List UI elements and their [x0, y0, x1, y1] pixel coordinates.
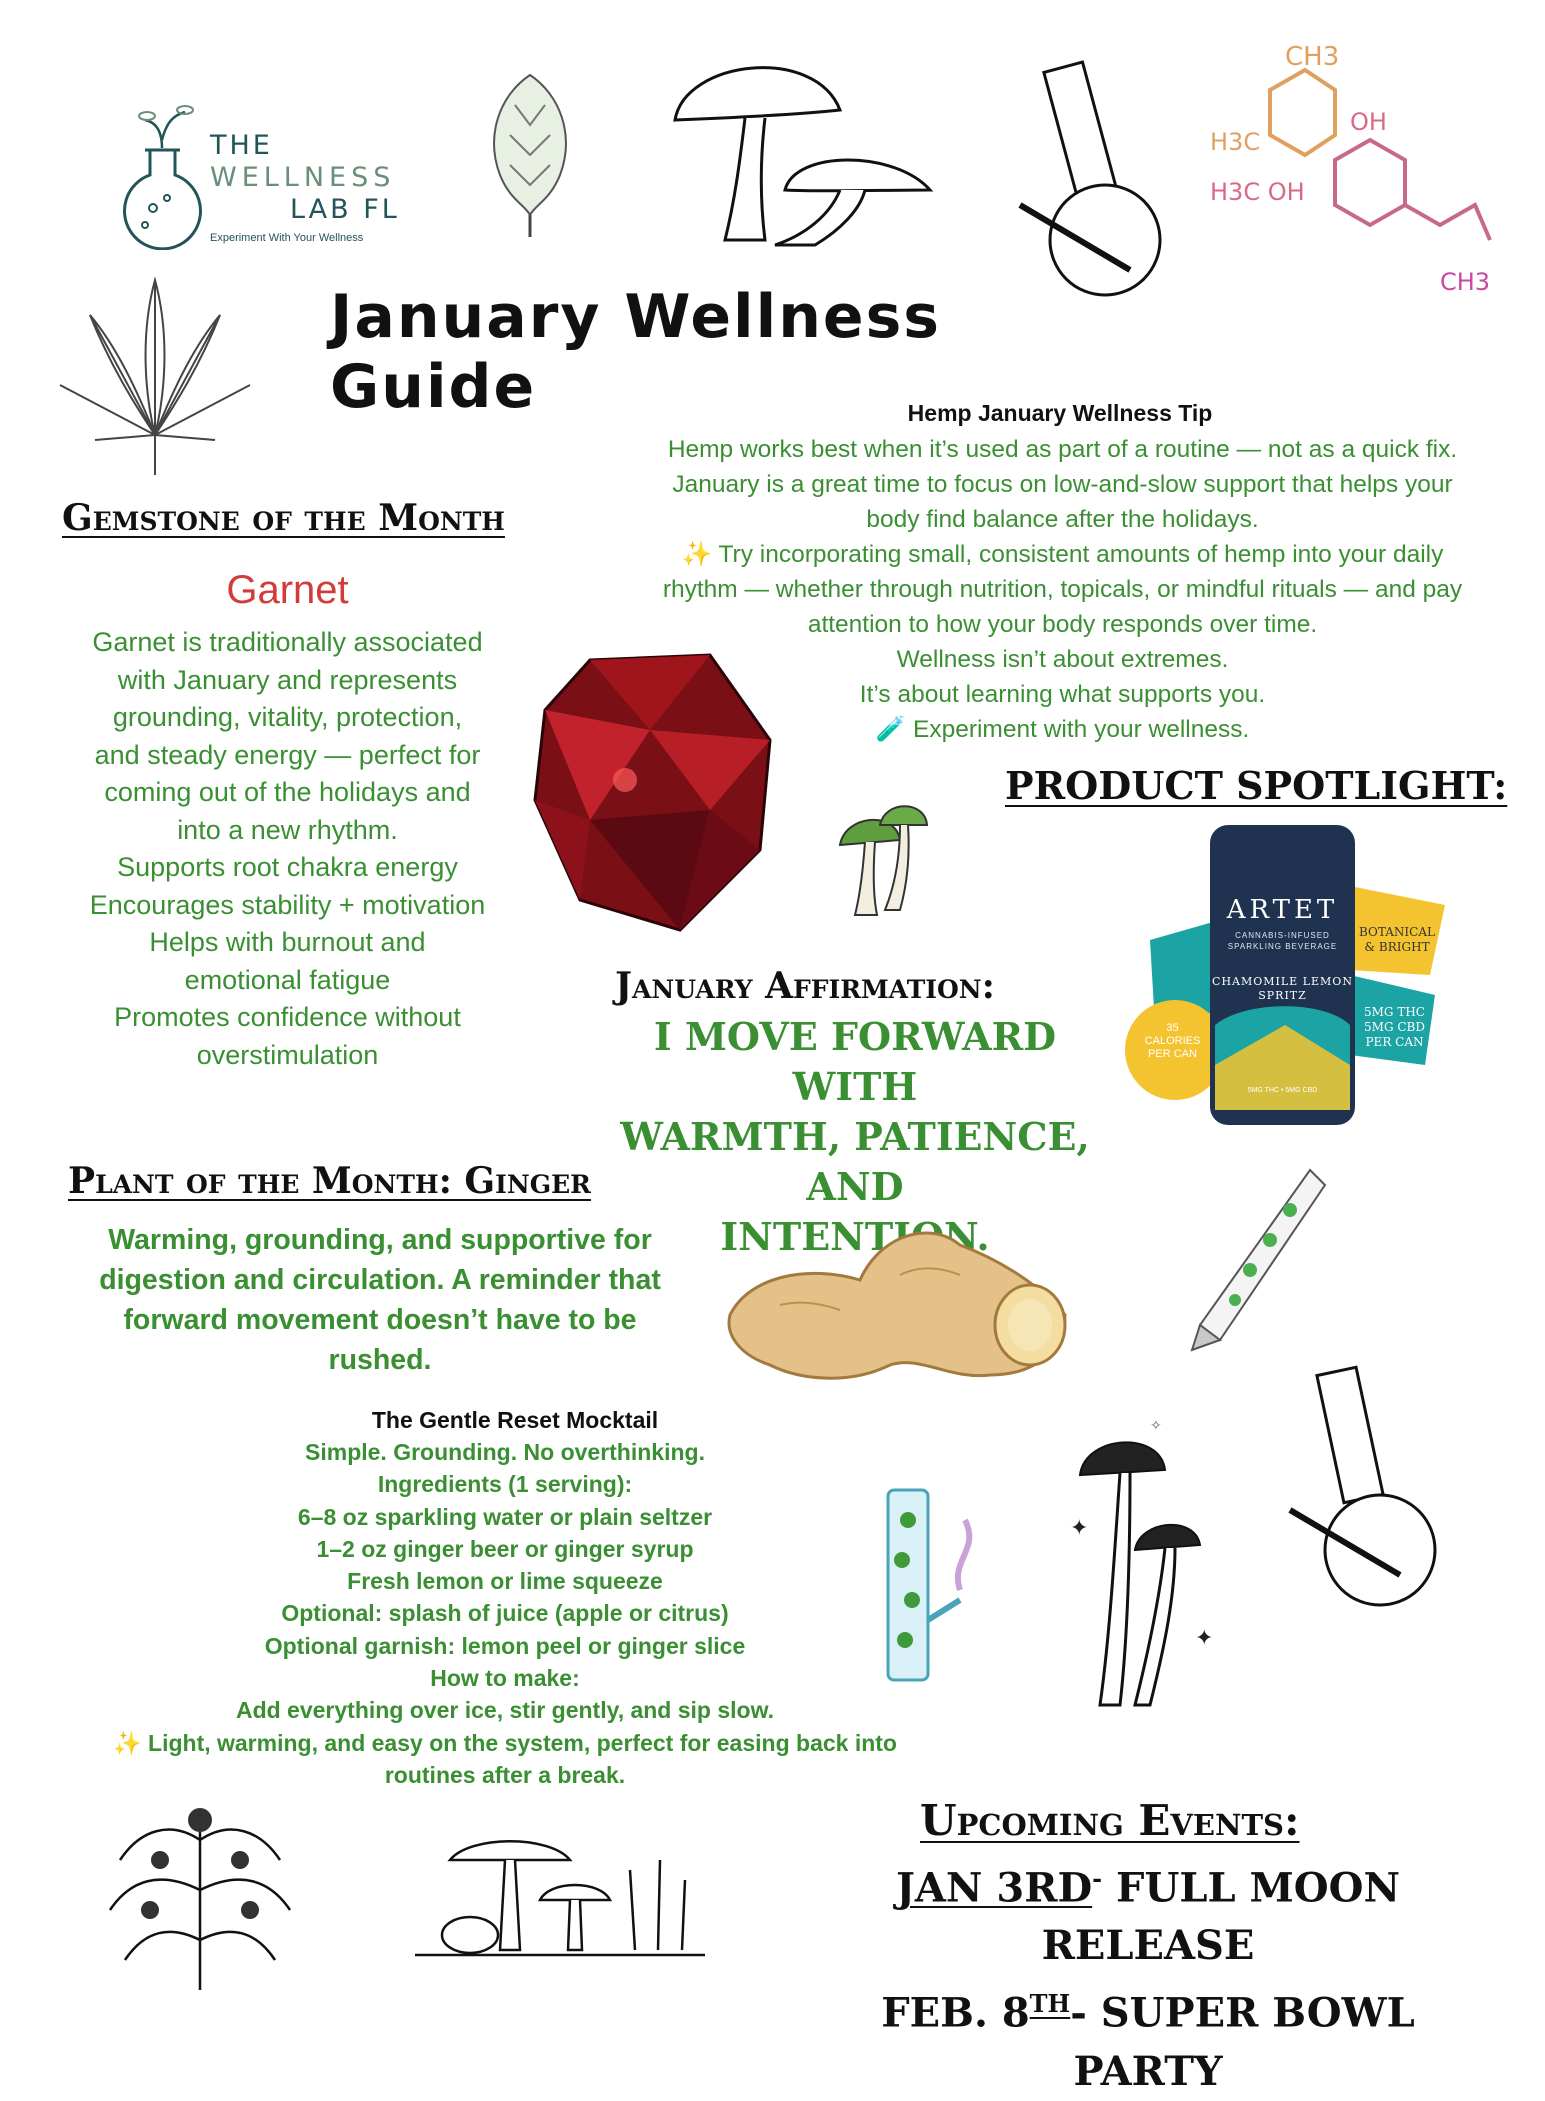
can-subtitle-2: SPARKLING BEVERAGE — [1227, 942, 1338, 951]
svg-text:✦: ✦ — [1070, 1515, 1089, 1540]
mocktail-line: Optional: splash of juice (apple or citrus) — [281, 1600, 729, 1627]
badge-botanical-2: & BRIGHT — [1364, 940, 1430, 954]
mocktail-line: 6–8 oz sparkling water or plain seltzer — [297, 1503, 713, 1530]
brand-logo — [115, 90, 405, 250]
gemstone-heading: Gemstone of the Month — [62, 497, 505, 539]
can-subtitle-1: CANNABIS-INFUSED — [1235, 931, 1330, 940]
hemp-tip-line: body find balance after the holidays. — [866, 506, 1259, 533]
logo-line-lab: LAB FL — [290, 194, 400, 225]
gemstone-line: Encourages stability + motivation — [89, 889, 486, 920]
gemstone-line: Garnet is traditionally associated — [92, 627, 483, 657]
logo-line-the: THE — [210, 130, 273, 161]
affirmation-line: I MOVE FORWARD WITH — [653, 1014, 1057, 1109]
gemstone-line: overstimulation — [196, 1039, 379, 1070]
bong-illustration-right — [1285, 1360, 1455, 1615]
mocktail-line: How to make: — [430, 1665, 580, 1692]
badge-cal-3: PER CAN — [1148, 1048, 1197, 1060]
mocktail-title: The Gentle Reset Mocktail — [371, 1407, 659, 1433]
mocktail-line: Simple. Grounding. No overthinking. — [305, 1439, 705, 1465]
hemp-tip-line: January is a great time to focus on low-and-slow support that helps your — [672, 471, 1453, 498]
events-list — [818, 1850, 1478, 2101]
event-date: JAN 3RD — [895, 1864, 1093, 1912]
mocktail-line: Add everything over ice, stir gently, and sip slow. — [235, 1697, 775, 1724]
can-brand: ARTET — [1226, 895, 1339, 925]
svg-text:OH: OH — [1350, 108, 1387, 136]
event-name: FULL MOON RELEASE — [1041, 1864, 1401, 1970]
badge-cal-1: 35 — [1166, 1022, 1179, 1034]
svg-text:✧: ✧ — [1150, 1417, 1162, 1433]
gemstone-description — [55, 624, 520, 1074]
badge-dose-2: 5MG CBD — [1364, 1020, 1425, 1034]
svg-text:H3C: H3C — [1210, 128, 1261, 156]
mushrooms-illustration — [665, 40, 945, 255]
gemstone-line: into a new rhythm. — [177, 814, 398, 845]
mocktail-line: Optional garnish: lemon peel or ginger slice — [264, 1632, 746, 1659]
event-item — [818, 1975, 1478, 2100]
svg-text:H3C OH: H3C OH — [1210, 178, 1305, 206]
events-heading: Upcoming Events: — [920, 1796, 1300, 1845]
event-item — [818, 1850, 1478, 1975]
event-date-suffix: TH — [1029, 1989, 1071, 2019]
can-flavor-2: SPRITZ — [1258, 989, 1307, 1002]
can-flavor-1: CHAMOMILE LEMON — [1212, 975, 1353, 988]
plant-heading: Plant of the Month: Ginger — [68, 1160, 591, 1202]
hemp-tip-line: ✨ Try incorporating small, consistent amounts of hemp into your daily — [681, 541, 1444, 568]
hemp-tip-line: It’s about learning what supports you. — [859, 681, 1266, 708]
badge-dose-3: PER CAN — [1365, 1035, 1424, 1049]
gemstone-line: Promotes confidence without — [114, 1002, 461, 1032]
mocktail-line: 1–2 oz ginger beer or ginger syrup — [316, 1535, 694, 1562]
garnet-gem-illustration — [530, 650, 785, 935]
svg-text:CH3: CH3 — [1440, 268, 1491, 296]
gemstone-line: and steady energy — perfect for — [94, 739, 481, 770]
svg-text:CH3: CH3 — [1285, 42, 1340, 72]
can-small-print: 5MG THC • 5MG CBD — [1247, 1087, 1318, 1094]
gemstone-line: Helps with burnout and — [149, 927, 426, 957]
mushroom-cluster-illustration — [410, 1830, 710, 1970]
plant-line: rushed. — [328, 1344, 432, 1376]
gemstone-line: emotional fatigue — [184, 964, 391, 995]
page-title: January Wellness Guide — [330, 282, 942, 422]
mocktail-recipe — [55, 1436, 955, 1791]
gemstone-line: with January and represents — [117, 664, 458, 695]
event-name: - SUPER BOWL PARTY — [1070, 1989, 1415, 2095]
event-separator: - — [1092, 1864, 1103, 1893]
logo-line-wellness: WELLNESS — [210, 162, 396, 193]
hemp-tip-title: Hemp January Wellness Tip — [907, 400, 1213, 426]
gemstone-line: coming out of the holidays and — [104, 777, 471, 807]
logo-tagline: Experiment With Your Wellness — [210, 232, 364, 244]
badge-dose-1: 5MG THC — [1364, 1005, 1425, 1019]
hemp-leaf-illustration — [55, 275, 255, 480]
plant-line: digestion and circulation. A reminder that — [99, 1264, 661, 1296]
gemstone-name: Garnet — [226, 568, 349, 612]
hemp-tip-line: Hemp works best when it’s used as part of a routine — not as a quick fix. — [667, 436, 1458, 463]
flask-logo-icon — [115, 90, 210, 250]
hemp-tip-line: rhythm — whether through nutrition, topicals, or mindful rituals — and pay — [662, 576, 1463, 603]
product-spotlight-heading: PRODUCT SPOTLIGHT: — [1005, 763, 1508, 808]
cannabis-bud-illustration — [475, 65, 585, 240]
svg-text:✦: ✦ — [1195, 1625, 1214, 1650]
mocktail-line: Ingredients (1 serving): — [377, 1471, 633, 1498]
green-mushrooms-illustration — [825, 795, 930, 920]
affirmation-heading: January Affirmation: — [615, 965, 995, 1007]
ginger-root-illustration — [720, 1205, 1080, 1395]
mocktail-line: ✨ Light, warming, and easy on the system, perfect for easing back into — [113, 1729, 897, 1756]
plant-line: forward movement doesn’t have to be — [123, 1304, 637, 1336]
event-date: FEB. 8 — [881, 1989, 1030, 2037]
artet-can-product — [1125, 825, 1455, 1145]
affirmation-line: INTENTION. — [720, 1214, 990, 1259]
badge-cal-2: CALORIES — [1144, 1035, 1201, 1047]
plant-description — [70, 1220, 690, 1380]
green-bong-illustration — [870, 1480, 990, 1690]
gemstone-line: Supports root chakra energy — [117, 852, 458, 882]
gemstone-line: grounding, vitality, protection, — [112, 702, 463, 732]
plant-line: Warming, grounding, and supportive for — [108, 1224, 652, 1256]
cannabis-plant-illustration — [100, 1800, 300, 1995]
hemp-tip-line: attention to how your body responds over time. — [807, 611, 1318, 638]
joint-illustration — [1190, 1160, 1330, 1360]
affirmation-line: WARMTH, PATIENCE, AND — [620, 1114, 1090, 1209]
hemp-tip-line: Wellness isn’t about extremes. — [896, 646, 1229, 673]
cbd-molecule-illustration — [1210, 40, 1500, 320]
mocktail-line: Fresh lemon or lime squeeze — [347, 1568, 663, 1595]
mocktail-line: routines after a break. — [384, 1761, 626, 1788]
tall-mushrooms-illustration — [1070, 1415, 1220, 1720]
hemp-tip-line: 🧪 Experiment with your wellness. — [875, 716, 1250, 743]
bong-illustration-top — [1010, 55, 1170, 300]
badge-botanical-1: BOTANICAL — [1359, 925, 1435, 939]
